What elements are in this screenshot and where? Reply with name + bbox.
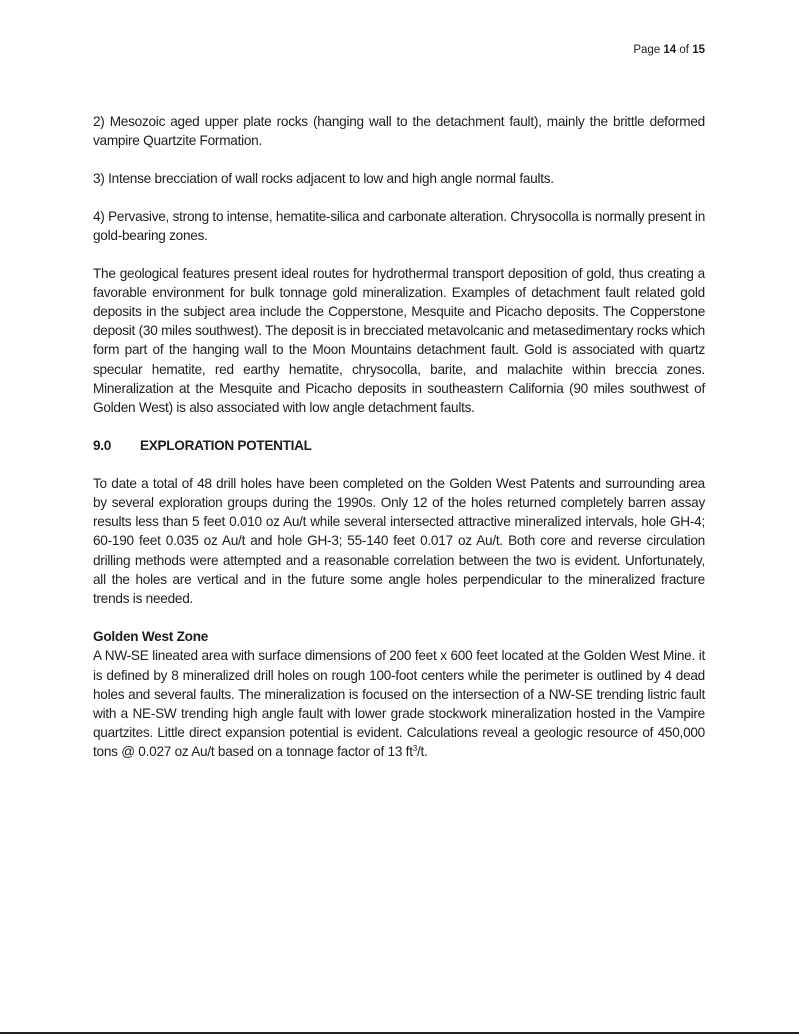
list-item-2: 2) Mesozoic aged upper plate rocks (hanging wall to the detachment fault), mainly the brittle deformed vampire Quartzite Formation. xyxy=(93,114,705,149)
superscript-cubed: 3 xyxy=(412,744,417,754)
page-number xyxy=(633,44,705,56)
zone-heading: Golden West Zone xyxy=(93,629,209,645)
page-current: 14 xyxy=(663,44,677,56)
zone-body-end: /t. xyxy=(416,744,428,760)
exploration-paragraph: To date a total of 48 drill holes have been completed on the Golden West Patents and surrounding area by several exploration groups during the 1990s. Only 12 of the holes returned completely barren assay results less than 5 feet 0.010 oz Au/t while several intersected attractive mineralized intervals, hole GH-4; 60-190 feet 0.035 oz Au/t and hole GH-3; 55-140 feet 0.017 oz Au/t. Both core and reverse circulation drilling methods were attempted and a reasonable correlation between the two is evident. Unfortunately, all the holes are vertical and in the future some angle holes perpendicular to the mineralized fracture trends is needed. xyxy=(93,475,705,607)
list-item-3: 3) Intense brecciation of wall rocks adjacent to low and high angle normal faults. xyxy=(93,170,554,186)
zone-body: A NW-SE lineated area with surface dimensions of 200 feet x 600 feet located at the Golden West Mine. it is defined by 8 mineralized drill holes on rough 100-foot centers while the perimeter is outlined by 4 dead holes and several faults. The mineralization is focused on the intersection of a NW-SE trending listric fault with a NE-SW trending high angle fault with lower grade stockwork mineralization hosted in the Vampire quartzites. Little direct expansion potential is evident. Calculations reveal a geologic resource of 450,000 tons @ 0.027 oz Au/t based on a tonnage factor of 13 ft xyxy=(93,648,705,760)
page-total: 15 xyxy=(692,44,705,56)
section-title: EXPLORATION POTENTIAL xyxy=(140,438,312,454)
zone-paragraph xyxy=(93,646,705,761)
geology-paragraph: The geological features present ideal routes for hydrothermal transport deposition of gold, thus creating a favorable environment for bulk tonnage gold mineralization. Examples of detachment fault related gold deposits in the subject area include the Copperstone, Mesquite and Picacho deposits. The Copperstone deposit (30 miles southwest). The deposit is in brecciated metavolcanic and metasedimentary rocks which form part of the hanging wall to the Moon Mountains detachment fault. Gold is associated with quartz specular hematite, red earthy hematite, chrysocolla, barite, and malachite within breccia zones. Mineralization at the Mesquite and Picacho deposits in southeastern California (90 miles southwest of Golden West) is also associated with low angle detachment faults. xyxy=(93,265,705,415)
document-body xyxy=(93,112,705,762)
section-number: 9.0 xyxy=(93,438,111,454)
section-heading xyxy=(93,436,705,455)
list-item-4: 4) Pervasive, strong to intense, hematite-silica and carbonate alteration. Chrysocolla is normally present in gold-bearing zones. xyxy=(93,208,705,243)
page-of: of xyxy=(679,44,689,56)
page-prefix: Page xyxy=(633,44,661,56)
